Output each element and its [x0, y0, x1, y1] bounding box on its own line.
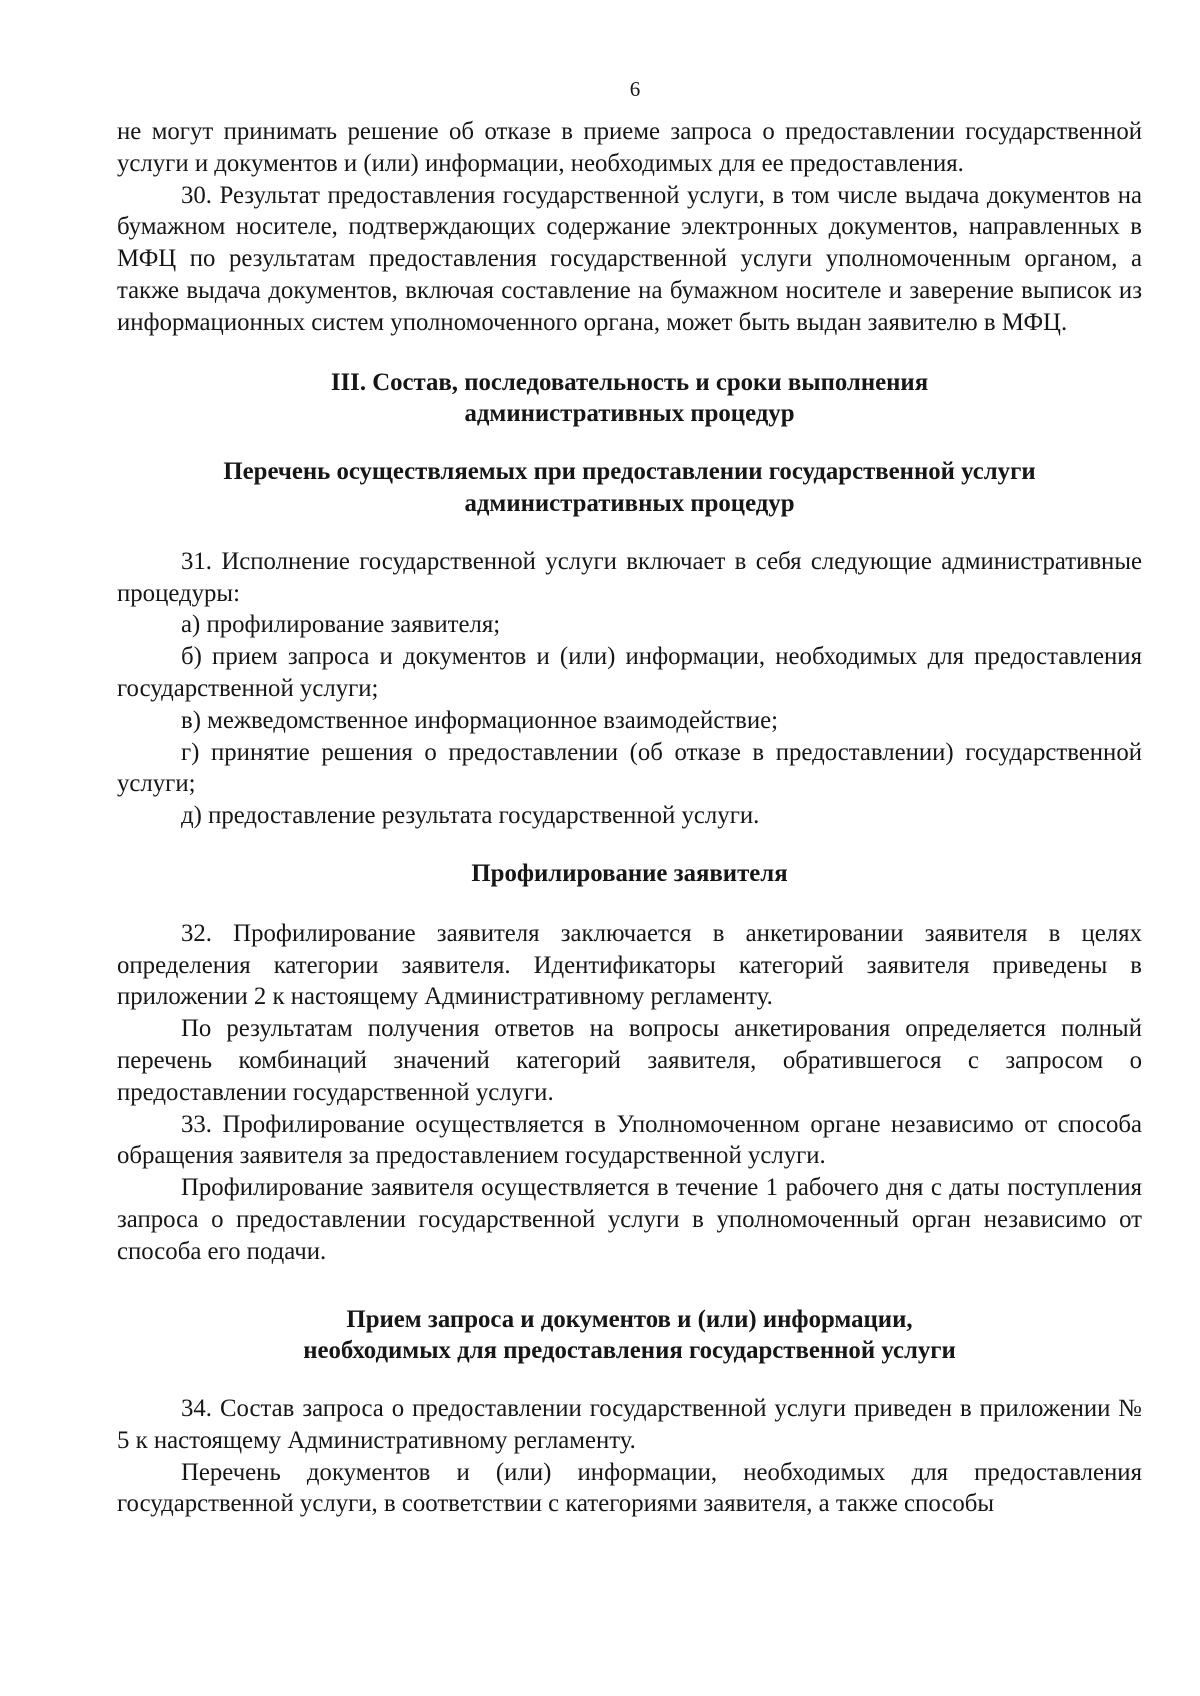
list-item: а) профилирование заявителя; — [181, 611, 501, 639]
section-heading-line: III. Состав, последовательность и сроки выполнения — [330, 368, 929, 396]
paragraph-item-30: 30. Результат предоставления государственной услуги, в том числе выдача документов на бумажном носителе, подтверждающих содержание электронных документов, направленных в МФЦ по результатам предоставления государственной услуги уполномоченным органом, а также выдача документов, включая составление на бумажном носителе и заверение выписок из информационных систем уполномоченного органа, может быть выдан заявителю в МФЦ. — [117, 181, 1142, 336]
document-body — [117, 116, 1142, 1520]
paragraph: Перечень документов и (или) информации, необходимых для предоставления государственной услуги, в соответствии с категориями заявителя, а также способы — [117, 1458, 1142, 1518]
paragraph-item-31: 31. Исполнение государственной услуги включает в себя следующие административные процедуры: — [117, 547, 1142, 607]
paragraph: Профилирование заявителя осуществляется в течение 1 рабочего дня с даты поступления запроса о предоставлении государственной услуги в уполномоченный орган независимо от способа его подачи. — [117, 1174, 1142, 1265]
subheading-profiling: Профилирование заявителя — [471, 859, 788, 887]
subheading-line: административных процедур — [464, 489, 795, 517]
section-heading-line: административных процедур — [464, 400, 795, 428]
section-heading — [117, 367, 1142, 431]
subheading-line: необходимых для предоставления государственной услуги — [303, 1337, 956, 1365]
list-item: в) межведомственное информационное взаимодействие; — [181, 706, 779, 734]
paragraph-item-32: 32. Профилирование заявителя заключается в анкетировании заявителя в целях определения категории заявителя. Идентификаторы категорий заявителя приведены в приложении 2 к настоящему Административному регламенту. — [117, 919, 1142, 1011]
list-item: г) принятие решения о предоставлении (об отказе в предоставлении) государственной услуги; — [117, 738, 1142, 798]
paragraph-item-34: 34. Состав запроса о предоставлении государственной услуги приведен в приложении № 5 к настоящему Административному регламенту. — [117, 1395, 1142, 1454]
list-item: б) прием запроса и документов и (или) информации, необходимых для предоставления государственной услуги; — [117, 643, 1142, 702]
subheading-intake — [117, 1304, 1142, 1368]
paragraph: не могут принимать решение об отказе в приеме запроса о предоставлении государственной услуги и документов и (или) информации, необходимых для ее предоставления. — [117, 118, 1142, 177]
paragraph: По результатам получения ответов на вопросы анкетирования определяется полный перечень комбинаций значений категорий заявителя, обратившегося с запросом о предоставлении государственной услуги. — [117, 1015, 1142, 1106]
page-number: 6 — [629, 77, 641, 101]
profiling-section — [117, 918, 1142, 1268]
list-item: д) предоставление результата государственной услуги. — [181, 802, 760, 830]
procedure-list — [117, 546, 1142, 832]
subheading-procedure-list — [117, 456, 1142, 520]
subheading-line: Прием запроса и документов и (или) информации, — [346, 1305, 913, 1333]
intake-section — [117, 1393, 1142, 1520]
subheading-line: Перечень осуществляемых при предоставлении государственной услуги — [223, 458, 1036, 486]
paragraph-item-33: 33. Профилирование осуществляется в Уполномоченном органе независимо от способа обращения заявителя за предоставлением государственной услуги. — [117, 1110, 1142, 1170]
